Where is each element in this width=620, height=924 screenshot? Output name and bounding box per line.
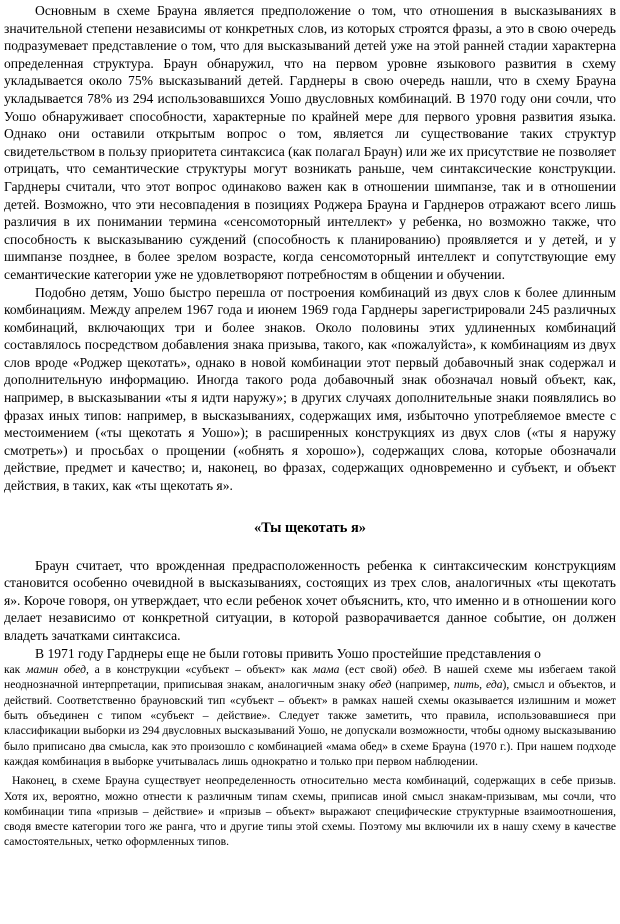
body-paragraph-3: Браун считает, что врожденная предрасположенность ребенка к синтаксическим конструкциям становится особенно очевидной в высказываниях, состоящих из трех слов, аналогичных «ты щекотать я». Короче говоря, он утверждает, что если ребенок хочет объяснить, кто, что именно и в отношении кого делает независимо от конкретной ситуации, в которой разворачивается данное событие, он должен владеть зачатками синтаксиса. bbox=[4, 557, 616, 643]
body-paragraph-1: Основным в схеме Брауна является предположение о том, что отношения в высказываниях в значительной степени независимы от конкретных слов, из которых строятся фразы, а это в свою очередь подразумевает представление о том, что для высказываний детей уже на этой ранней стадии характерна определенная структура. Браун обнаружил, что на первом уровне языкового развития в схему укладывается около 75% высказываний детей. Гарднеры в свою очередь нашли, что в схему Брауна укладывается 78% из 294 использовавшихся Уошо двусловных комбинаций. В 1970 году они сочли, что Уошо обнаруживает способности, характерные по крайней мере для первого уровня развития языка. Однако они оставили открытым вопрос о том, является ли существование таких структур свидетельством в пользу приоритета синтаксиса (как полагал Браун) или же их присутствие не позволяет отрицать, что семантические структуры могут возникать раньше, чем синтаксические конструкции. Гарднеры считали, что этот вопрос одинаково важен как в отношении шимпанзе, так и в отношении детей. Возможно, что эти несовпадения в позициях Роджера Брауна и Гарднеров отражают всего лишь различия в их понимании термина «сенсомоторный интеллект» у ребенка, но возможно также, что способность к высказыванию суждений (способность к планированию) проявляется и у детей, и у шимпанзе позднее, в более зрелом возрасте, когда сенсомоторный интеллект и сопутствующие ему семантические категории уже не удовлетворяют потребностям в общении и обучении. bbox=[4, 3, 616, 282]
footnote-paragraph-1: как мамин обед, а в конструкции «субъект – объект» как мама (ест свой) обед. В нашей схеме мы избегаем такой неоднозначной интерпретации, приписывая знакам, аналогичным знаку обед (например, пить, еда), смысл и объектов, и действий. Соответственно брауновский тип «субъект – объект» в рамках нашей схемы оказывается излишним и может быть объединен с типом «субъект – действие». Следует также заметить, что правила, использовавшиеся при классификации выборки из 294 двусловных высказываний Уошо, не допускали возможности, чтобы одному высказыванию было приписано два смысла, как это произошло с комбинацией «мама обед» в схеме Брауна (1970 г.). При нашем подходе каждая комбинация в выборке учитывалась лишь однократно и только при первом наблюдении. bbox=[4, 663, 617, 768]
footnote-paragraph-2: Наконец, в схеме Брауна существует неопределенность относительно места комбинаций, содержащих в себе призыв. Хотя их, вероятно, можно отнести к различным типам схемы, приписав иной смысл знакам-призывам, мы сочли, что комбинации типа «призыв – действие» и «призыв – объект» выражают специфические структурные взаимоотношения, сводя вместе категории того же ранга, что и другие типы этой схемы. Поэтому мы включили их в нашу схему в качестве самостоятельных, четко оформленных типов. bbox=[4, 774, 616, 849]
section-heading: «Ты щекотать я» bbox=[254, 519, 366, 536]
body-paragraph-2: Подобно детям, Уошо быстро перешла от построения комбинаций из двух слов к более длинным комбинациям. Между апрелем 1967 года и июнем 1969 года Гарднеры зарегистрировали 245 различных комбинаций, включающих три и более знаков. Около половины этих удлиненных комбинаций составлялось посредством добавления знака призыва, такого, как «пожалуйста», к комбинациям из двух слов вроде «Роджер щекотать», однако в новой комбинации этот первый добавочный знак содержал и дополнительную информацию. Иногда такого рода добавочный знак обозначал новый объект, как, например, в высказывании «ты я идти наружу»; в других случаях дополнительные знаки появлялись во фразах иных типов: например, в высказываниях, содержащих имя, избыточно употребляемое вместе с местоимением («ты щекотать я Уошо»); в расширенных конструкциях из двух слов («ты я наружу смотреть») и просьбах о прощении («обнять я хорошо»), содержащих слова, которые обозначали действие, предмет и качество; и, наконец, во фразах, содержащих одновременно и субъект, и объект действия, в таких, как «ты щекотать я». bbox=[4, 284, 616, 494]
body-paragraph-4: В 1971 году Гарднеры еще не были готовы привить Уошо простейшие представления о bbox=[35, 645, 541, 661]
